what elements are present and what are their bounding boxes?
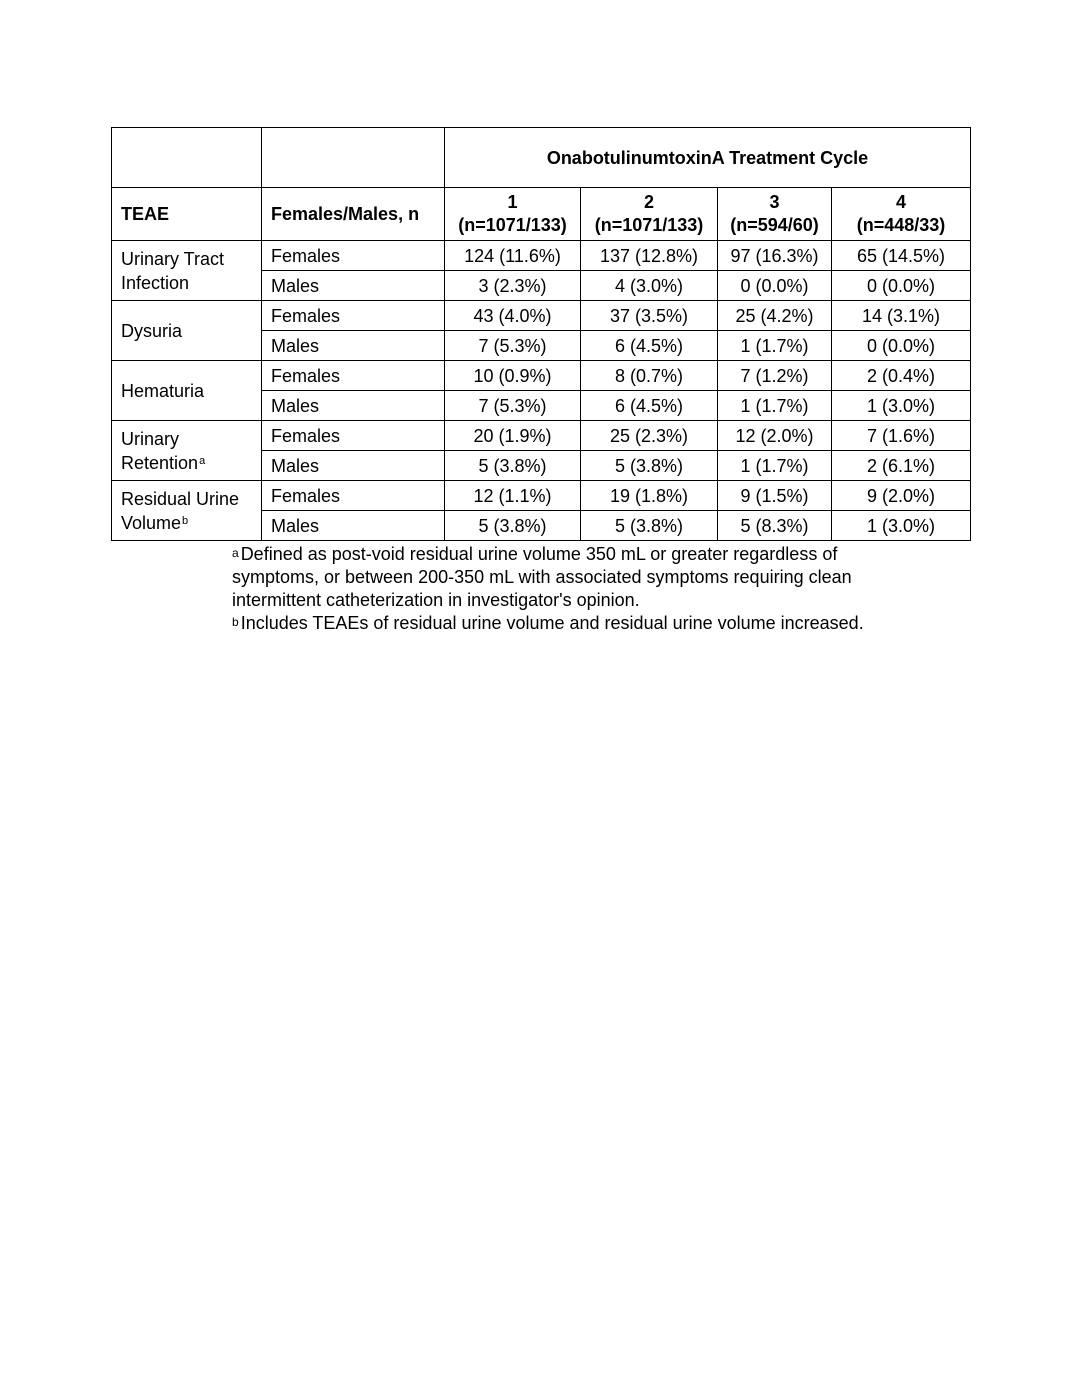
cycle-2-header bbox=[581, 188, 718, 241]
cycle-1-value-cell: 124 (11.6%) bbox=[445, 241, 581, 271]
footnote-a bbox=[232, 543, 932, 566]
teae-name-line: Dysuria bbox=[121, 320, 183, 341]
teae-table bbox=[111, 127, 971, 541]
cycle-3-value-cell: 1 (1.7%) bbox=[718, 391, 832, 421]
teae-name-cell bbox=[112, 421, 262, 481]
cycle-4-value-cell: 1 (3.0%) bbox=[832, 511, 971, 541]
cycle-3-value-cell: 0 (0.0%) bbox=[718, 271, 832, 301]
cycle-sample-size: (n=1071/133) bbox=[594, 215, 704, 235]
cycle-4-value-cell: 2 (0.4%) bbox=[832, 361, 971, 391]
footnote-text: Includes TEAEs of residual urine volume and residual urine volume increased. bbox=[240, 613, 864, 633]
sex-cell: Males bbox=[262, 451, 445, 481]
sex-cell: Females bbox=[262, 481, 445, 511]
cycle-2-value-cell: 6 (4.5%) bbox=[581, 331, 718, 361]
cycle-3-value-cell: 5 (8.3%) bbox=[718, 511, 832, 541]
cycle-3-value-cell: 12 (2.0%) bbox=[718, 421, 832, 451]
sex-cell: Females bbox=[262, 241, 445, 271]
teae-name-line: Volume bbox=[121, 512, 182, 533]
footnote-mark: b bbox=[232, 615, 239, 629]
cycle-1-value-cell: 7 (5.3%) bbox=[445, 391, 581, 421]
footnote-a-continued: intermittent catheterization in investigator's opinion. bbox=[232, 590, 640, 610]
cycle-3-value-cell: 9 (1.5%) bbox=[718, 481, 832, 511]
cycle-3-value-cell: 1 (1.7%) bbox=[718, 331, 832, 361]
cycle-2-value-cell: 5 (3.8%) bbox=[581, 451, 718, 481]
cycle-1-value-cell: 3 (2.3%) bbox=[445, 271, 581, 301]
sex-cell: Males bbox=[262, 511, 445, 541]
table-row bbox=[112, 481, 971, 511]
cycle-1-value-cell: 43 (4.0%) bbox=[445, 301, 581, 331]
teae-name-cell bbox=[112, 361, 262, 421]
teae-name-line: Urinary Tract bbox=[121, 248, 225, 269]
cycle-2-value-cell: 19 (1.8%) bbox=[581, 481, 718, 511]
table-row bbox=[112, 421, 971, 451]
cycle-2-value-cell: 5 (3.8%) bbox=[581, 511, 718, 541]
teae-name-line: Urinary bbox=[121, 428, 180, 449]
cycle-sample-size: (n=594/60) bbox=[730, 215, 819, 235]
cycle-1-value-cell: 20 (1.9%) bbox=[445, 421, 581, 451]
table-row bbox=[112, 301, 971, 331]
cycle-2-value-cell: 37 (3.5%) bbox=[581, 301, 718, 331]
teae-name-cell bbox=[112, 301, 262, 361]
cycle-1-value-cell: 12 (1.1%) bbox=[445, 481, 581, 511]
footnote-reference: a bbox=[199, 454, 206, 467]
sex-cell: Females bbox=[262, 361, 445, 391]
cycle-sample-size: (n=448/33) bbox=[856, 215, 946, 235]
sex-cell: Males bbox=[262, 331, 445, 361]
cycle-4-value-cell: 0 (0.0%) bbox=[832, 331, 971, 361]
teae-name-cell bbox=[112, 241, 262, 301]
cycle-2-value-cell: 6 (4.5%) bbox=[581, 391, 718, 421]
cycle-4-value-cell: 0 (0.0%) bbox=[832, 271, 971, 301]
cycle-4-value-cell: 14 (3.1%) bbox=[832, 301, 971, 331]
cycle-3-value-cell: 1 (1.7%) bbox=[718, 451, 832, 481]
cycle-4-value-cell: 7 (1.6%) bbox=[832, 421, 971, 451]
cycle-1-value-cell: 5 (3.8%) bbox=[445, 511, 581, 541]
cycle-2-value-cell: 4 (3.0%) bbox=[581, 271, 718, 301]
sex-cell: Males bbox=[262, 271, 445, 301]
sex-column-header: Females/Males, n bbox=[262, 188, 445, 241]
cycle-2-value-cell: 8 (0.7%) bbox=[581, 361, 718, 391]
table-row bbox=[112, 361, 971, 391]
cycle-4-header bbox=[832, 188, 971, 241]
cycle-4-value-cell: 2 (6.1%) bbox=[832, 451, 971, 481]
cycle-2-value-cell: 137 (12.8%) bbox=[581, 241, 718, 271]
table-row bbox=[112, 241, 971, 271]
cycle-sample-size: (n=1071/133) bbox=[458, 215, 567, 235]
cycle-3-value-cell: 25 (4.2%) bbox=[718, 301, 832, 331]
sex-cell: Females bbox=[262, 421, 445, 451]
teae-column-header: TEAE bbox=[112, 188, 262, 241]
footnote-b bbox=[232, 612, 932, 635]
cycle-4-value-cell: 9 (2.0%) bbox=[832, 481, 971, 511]
treatment-cycle-header: OnabotulinumtoxinA Treatment Cycle bbox=[445, 128, 971, 188]
footnote-a-continued: symptoms, or between 200-350 mL with associated symptoms requiring clean bbox=[232, 567, 852, 587]
cycle-3-header bbox=[718, 188, 832, 241]
sex-cell: Males bbox=[262, 391, 445, 421]
footnote-reference: b bbox=[182, 514, 189, 527]
teae-name-line: Retention bbox=[121, 452, 199, 473]
cycle-3-value-cell: 7 (1.2%) bbox=[718, 361, 832, 391]
footnote-mark: a bbox=[232, 546, 239, 560]
cycle-1-value-cell: 10 (0.9%) bbox=[445, 361, 581, 391]
footnote-text: Defined as post-void residual urine volume 350 mL or greater regardless of bbox=[240, 544, 838, 564]
cycle-number: 2 bbox=[643, 192, 654, 212]
header-blank-cell bbox=[112, 128, 262, 188]
sex-cell: Females bbox=[262, 301, 445, 331]
cycle-1-header bbox=[445, 188, 581, 241]
cycle-3-value-cell: 97 (16.3%) bbox=[718, 241, 832, 271]
teae-name-line: Hematuria bbox=[121, 380, 205, 401]
cycle-1-value-cell: 7 (5.3%) bbox=[445, 331, 581, 361]
cycle-2-value-cell: 25 (2.3%) bbox=[581, 421, 718, 451]
header-row-columns bbox=[112, 188, 971, 241]
cycle-1-value-cell: 5 (3.8%) bbox=[445, 451, 581, 481]
teae-name-line: Infection bbox=[121, 272, 190, 293]
cycle-number: 1 bbox=[507, 192, 518, 212]
table-footnotes bbox=[232, 543, 932, 635]
header-row-top bbox=[112, 128, 971, 188]
teae-name-cell bbox=[112, 481, 262, 541]
cycle-number: 3 bbox=[769, 192, 780, 212]
header-blank-cell bbox=[262, 128, 445, 188]
cycle-number: 4 bbox=[895, 192, 906, 212]
cycle-4-value-cell: 65 (14.5%) bbox=[832, 241, 971, 271]
cycle-4-value-cell: 1 (3.0%) bbox=[832, 391, 971, 421]
teae-name-line: Residual Urine bbox=[121, 488, 240, 509]
